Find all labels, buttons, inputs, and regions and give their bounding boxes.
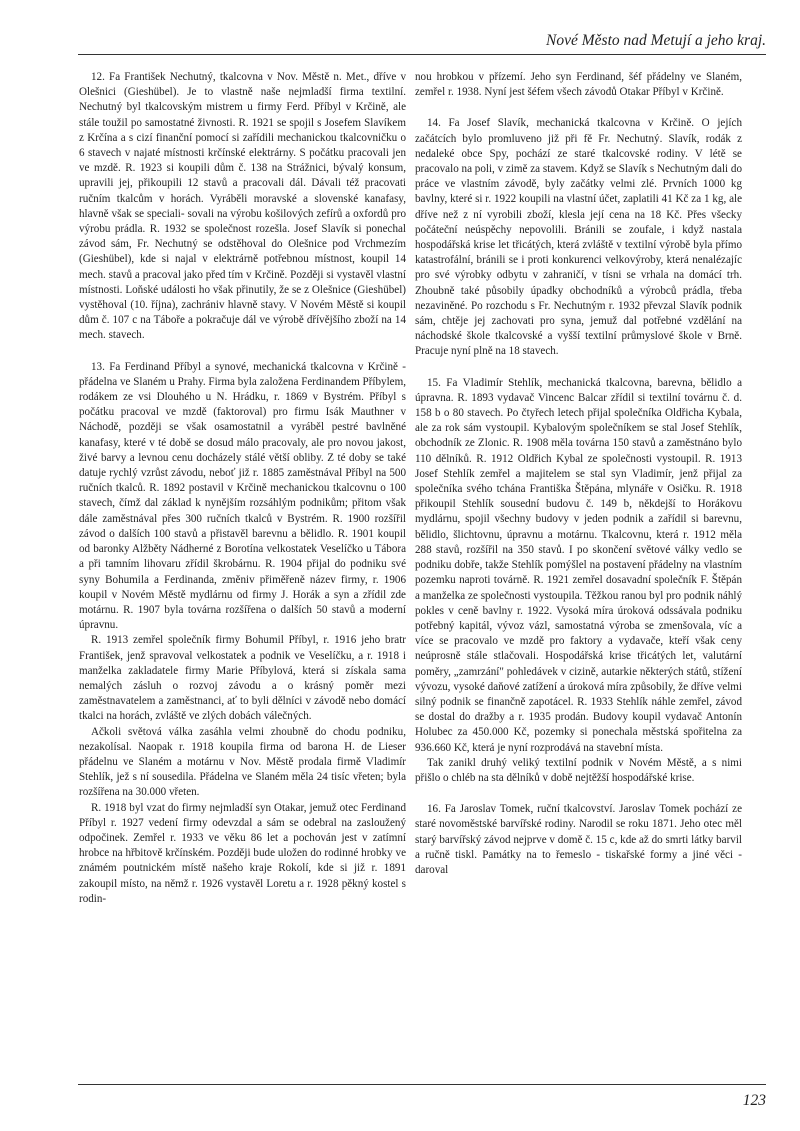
running-header xyxy=(78,32,766,55)
paragraph-firm-12-nechutny: 12. Fa František Nechutný, tkalcovna v Nov. Městě n. Met., dříve v Olešnici (Gieshübel). Je to vlastně naše nejmladší firma textilní. Nechutný byl tkalcovským mistrem u firmy Ferd. Příbyl v Krčině, ale stále toužil po samostatné živnosti. R. 1921 se spojil s Josefem Slavíkem z Krčína a s cizí finanční pomocí si zařídili mechanickou tkalcovničku o 6 stavech v najaté místnosti krčínské elektrárny. S počátku pracovali jen ve mzdě. R. 1923 si koupili dům č. 138 na Strážnici, bývalý konsum, upravili jej, přikoupili 12 stavů a pracovali dál. Dávali též pracovati ručním tkalcům v horách. Vyráběli moravské a slovenské kanafasy, hlavně však se speciali- sovali na výrobu košilových zefírů a oxfordů pro výrobu prádla. R. 1932 se společnost rozešla. Josef Slavík si ponechal závod sám, Fr. Nechutný se odstěhoval do Olešnice pod Vrchmezím (Gieshübel), kde si najal v elektrárně potřebnou místnost, koupil 14 mech. stavů a pracoval jako před tím v Krčině. Později si vystavěl vlastní místnosti. Loňské události ho však přinutily, že se z Olešnice (Gieshübel) vystěhoval (10. října), zachrániv hlavně stavy. V Novém Městě si koupil dům č. 107 c na Táboře a pokračuje dál ve výrobě dřívějšího zboží na 14 mech. stavech. xyxy=(79,71,406,342)
paragraph-pribyl-1913: R. 1913 zemřel společník firmy Bohumil Příbyl, r. 1916 jeho bratr František, jenž spravoval velkostatek a podnik ve Veselíčku, a r. 1918 i manželka zakladatele firmy Marie Příbylová, která si získala sama nemalých zásluh o rozvoj závodu a o krásný poměr mezi zaměstnavatelem a zaměstnanci, ať to byli dělníci v závodě nebo domácí tkalci na horách, zvláště ve zlých dobách válečných. xyxy=(79,634,406,723)
footer-rule xyxy=(78,1084,766,1085)
paragraph-firm-14-slavik: 14. Fa Josef Slavík, mechanická tkalcovna v Krčině. O jejích začátcích bylo promluveno již při fě Fr. Nechutný. Slavík, rodák z nedaleké obce Spy, pochází ze staré tkalcovské rodiny. V létě se pracovalo na poli, v zimě za stavem. Když se Slavík s Nechutným dali do práce ve vlastním závodě, byly začátky velmi zlé. Prvních 1000 kg bavlny, které si r. 1922 koupili na vlastní účet, zaplatili 41 Kč za 1 kg, ale dříve než z ní vyrobili zboží, klesla její cena na 18 Kč. Přes všecky počáteční neúspěchy nepovolili. Bránili se zoufale, i když nastala hospodářská krise let třicátých, která zvláště v textilní výrobě byla přímo katastrofální, bránili se i proti konkurenci velkovýroby, která nenalézajíc pro své výrobky odbytu v zahraničí, v tísni se vrhala na domácí trh. Zhoubně také působily úpadky obchodníků a výrobců prádla, třeba nezaviněné. Po rozchodu s Fr. Nechutným r. 1932 převzal Slavík podnik sám, chtěje jej zachovati pro syna, jemuž dal potřebné vzdělání na náchodské škole tkalcovské a vyšší textilní průmyslové škole v Brně. Pracuje nyní plně na 18 stavech. xyxy=(415,117,742,358)
paragraph-firm-15-stehlik: 15. Fa Vladimír Stehlík, mechanická tkalcovna, barevna, bělidlo a úpravna. R. 1893 vydavač Vincenc Balcar zřídil si textilní továrnu č. d. 158 b o 80 stavech. Po čtyřech letech přijal společníka Oldřicha Kybala, ale za rok sám vystoupil. Kybalovým společníkem se stal Josef Stehlík, obchodník ze Zlonic. R. 1908 měla továrna 150 stavů a zaměstnáno bylo 110 dělníků. R. 1912 Oldřich Kybal ze společnosti vystoupil. R. 1913 Josef Stehlík zemřel a majitelem se stal syn Vladimír, jenž přijal za společníka svého tchána Františka Štěpána, mlynáře v Osičku. R. 1918 přikoupil Stehlík sousední budovu č. 149 b, někdejší to Horákovu mydlárnu, spojil všechny budovy v jeden podnik a zařídil si barevnu, bělidlo, šlichtovnu, úpravnu a motárnu. Tkalcovnu, která r. 1912 měla 288 stavů, rozšířil na 350 stavů. I po skončení světové války vedlo se podniku dobře, takže Stehlík pomýšlel na postavení přádelny na vlastním pozemku naproti továrně. R. 1921 zemřel dosavadní společník F. Štěpán a manželka ze společnosti vystoupila. Těžkou ranou byl pro podnik náhlý pokles v ceně bavlny r. 1922. Vysoká míra úroková odssávala podniku potřebný kapitál, vývoz vázl, samostatná výroba se zmenšovala, víc a více se pracovalo ve mzdě pro faktory a vydavače, kteří však ceny neúprosně stále stlačovali. Hospodářská krise třicátých let, valutární poměry, „zamrzání" pohledávek v cizině, autarkie některých států, stížení vývozu, vysoké daňové zatížení a úroková míra způsobily, že dříve velmi silný podnik se finančně zapotácel. R. 1933 Stehlík náhle zemřel, závod se dostal do dražby a r. 1935 prodán. Budovy koupil vydavač Antonín Holubec za 450.000 Kč, pozemky si ponechala městská spořitelna za 936.660 Kč, která je nyní rozprodává na stavební místa. xyxy=(415,376,742,754)
paragraph-stehlik-end: Tak zanikl druhý veliký textilní podnik v Novém Městě, a s nimi přišlo o chléb na sta dělníků v době nejtěžší hospodářské krise. xyxy=(415,756,742,784)
paragraph-pribyl-continued: nou hrobkou v přízemí. Jeho syn Ferdinand, šéf přádelny ve Slaném, zemřel r. 1938. Nyní jest šéfem všech závodů Otakar Příbyl v Krčině. xyxy=(415,71,742,99)
paragraph-pribyl-war: Ačkoli světová válka zasáhla velmi zhoubně do chodu podniku, nezakolísal. Naopak r. 1918 koupila firma od barona H. de Lieser přádelnu ve Slaném a motárnu v Nov. Městě prodala firmě Vladimír Stehlík, jež s ní sousedila. Přádelna ve Slaném měla 24 tisíc vřeten; byla rozšířena na 30.000 vřeten. xyxy=(79,725,406,799)
running-header-title: Nové Město nad Metují a jeho kraj. xyxy=(546,32,766,49)
right-column xyxy=(415,70,742,878)
page-number: 123 xyxy=(742,1092,766,1109)
paragraph-firm-16-tomek: 16. Fa Jaroslav Tomek, ruční tkalcovství. Jaroslav Tomek pochází ze staré novoměstské barvířské rodiny. Narodil se roku 1871. Jeho otec měl starý barvířský závod nejprve v domě č. 15 c, kde až do smrti látky barvil a ručně tiskl. Památky na to řemeslo - tiskařské formy a jiné věci - daroval xyxy=(415,803,742,876)
paragraph-firm-13-pribyl: 13. Fa Ferdinand Příbyl a synové, mechanická tkalcovna v Krčině - přádelna ve Slaném u Prahy. Firma byla založena Ferdinandem Příbylem, rodákem ze vsi Dlouhého u N. Hrádku, r. 1869 v Bystrém. Příbyl s počátku pracoval ve mzdě (faktoroval) pro firmu Isák Mauthner v Náchodě, později se však osamostatnil a vyráběl pestré bavlněné kanafasy, které v té době se dosud málo pracovaly, ale pro novou jakost, živé barvy a levnou cenu docházely stálé větší obliby. Z té doby se také datuje rychlý vzrůst závodu, neboť již r. 1885 zaměstnával Příbyl na 500 ručních tkalců. R. 1892 postavil v Krčině mechanickou tkalcovnu o 100 stavech, čímž dal základ k nynějším rozsáhlým podnikům; přitom však dále zaměstnával přes 300 ručních tkalců v Bystrém. R. 1900 rozšířil závod o dalších 100 stavů a přistavěl barevnu a bělidlo. R. 1901 koupil od baronky Alžběty Nádherné z Borotína velkostatek Veselíčko u Tábora a při tamním lihovaru zřídil škrobárnu. R. 1904 přijal do podniku své syny Bohumila a Ferdinanda, změniv přiměřeně název firmy, r. 1906 koupil v Novém Městě mydlárnu od firmy J. Horák a syn a zřídil zde motárnu. R. 1907 byla továrna rozšířena o dalších 50 stavů a moderní úpravnu. xyxy=(79,360,406,632)
left-column xyxy=(79,70,406,907)
paragraph-pribyl-1918: R. 1918 byl vzat do firmy nejmladší syn Otakar, jemuž otec Ferdinand Příbyl r. 1927 vedení firmy odevzdal a sám se odebral na zasloužený odpočinek. Zemřel r. 1933 ve věku 86 let a pochován jest v zatímní hrobce na hřbitově krčínském. Později bude uložen do rodinné hrobky ve známém poutnickém místě našeho kraje Rokolí, kde si již r. 1891 zakoupil místo, na němž r. 1926 vystavěl Loretu a r. 1928 pěkný kostel s rodin- xyxy=(79,801,406,905)
